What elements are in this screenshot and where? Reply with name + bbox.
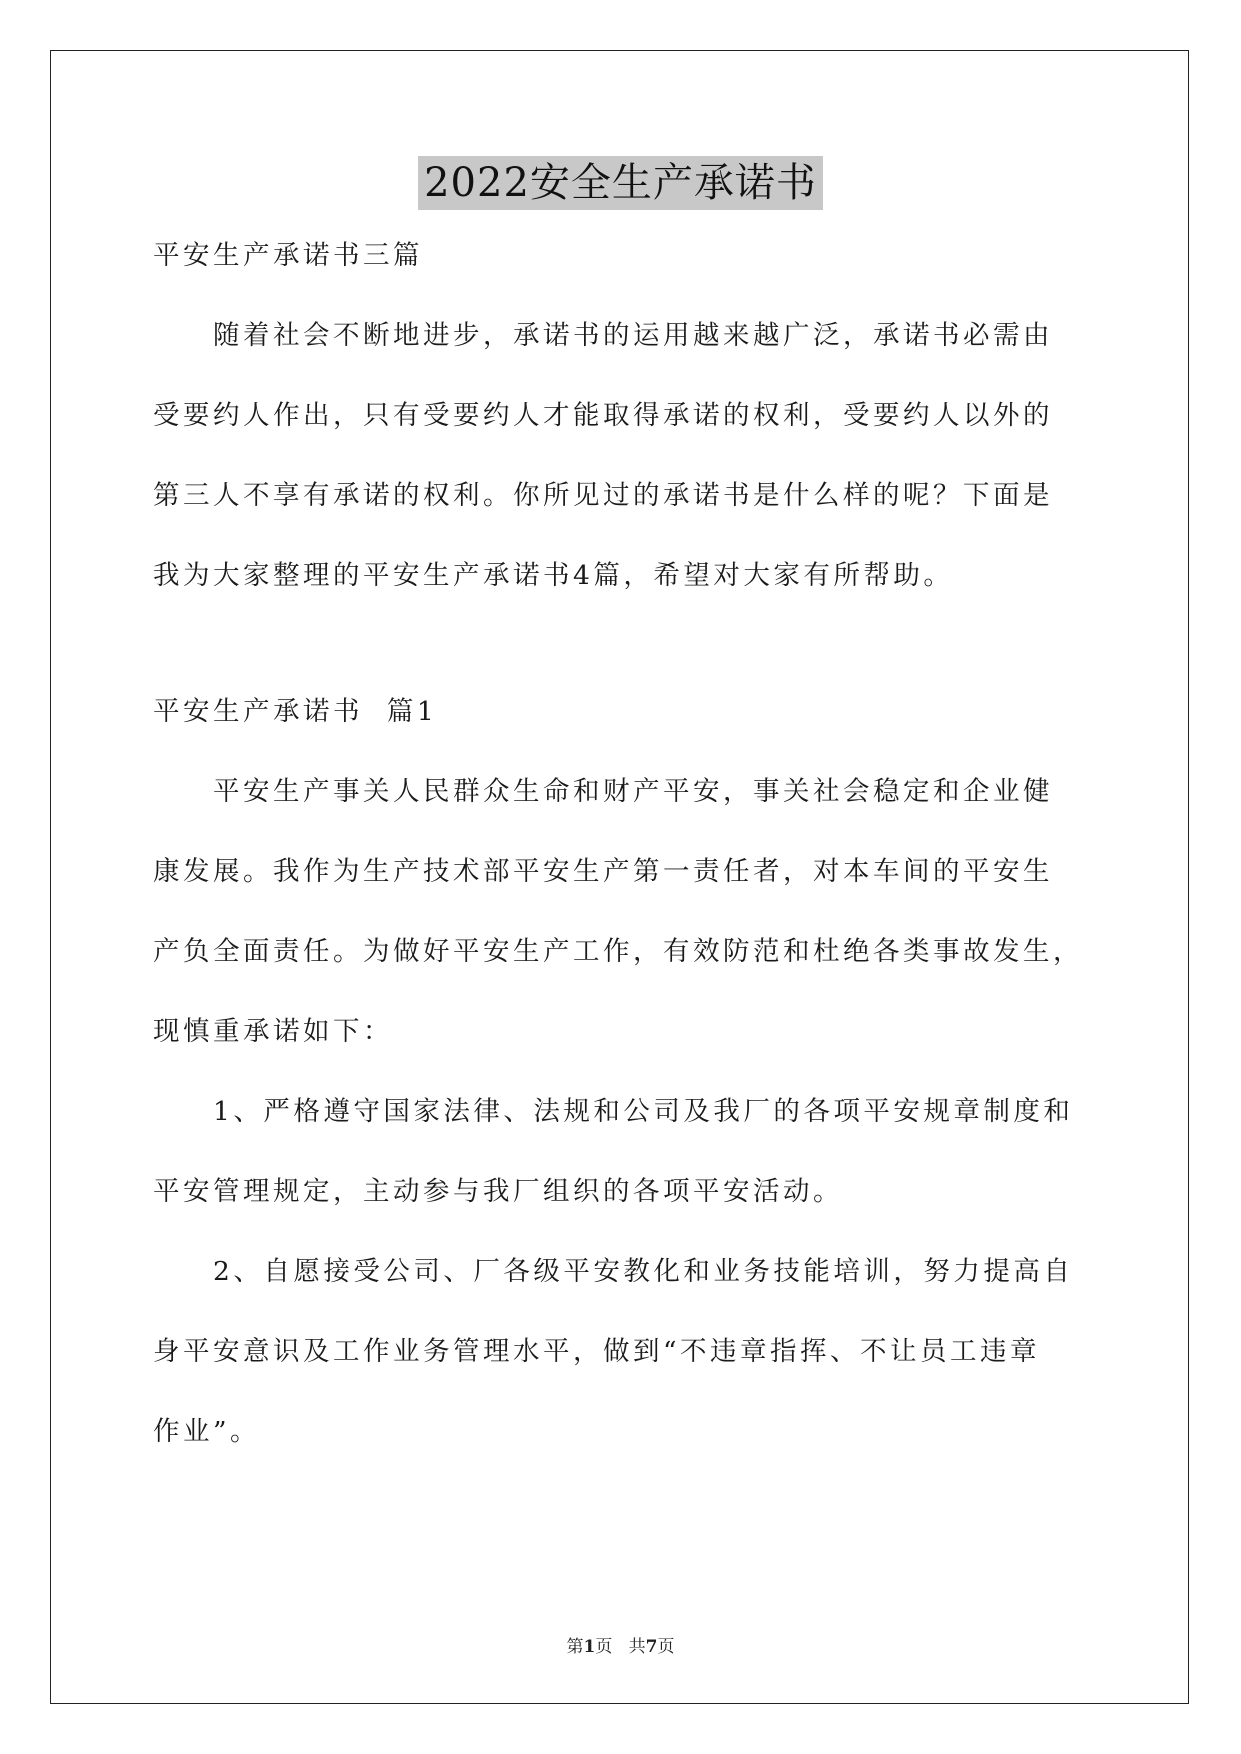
section-line: 康发展。我作为生产技术部平安生产第一责任者，对本车间的平安生 — [153, 856, 1053, 887]
document-title: 2022安全生产承诺书 — [418, 156, 823, 210]
item-1-line: 平安管理规定，主动参与我厂组织的各项平安活动。 — [153, 1176, 843, 1207]
page-mid: 页 共 — [595, 1637, 646, 1657]
intro-line: 受要约人作出，只有受要约人才能取得承诺的权利，受要约人以外的 — [153, 400, 1053, 431]
intro-line: 随着社会不断地进步，承诺书的运用越来越广泛，承诺书必需由 — [213, 320, 1053, 351]
section-line: 产负全面责任。为做好平安生产工作，有效防范和杜绝各类事故发生， — [153, 936, 1083, 967]
section-heading: 平安生产承诺书 篇1 — [153, 696, 438, 727]
section-line: 平安生产事关人民群众生命和财产平安，事关社会稳定和企业健 — [213, 776, 1053, 807]
page-prefix: 第 — [566, 1637, 584, 1657]
item-2-line: 作业”。 — [153, 1416, 261, 1447]
section-spacer — [153, 630, 1093, 686]
document-body — [153, 230, 1093, 1486]
page-footer — [0, 1632, 1241, 1657]
intro-line: 我为大家整理的平安生产承诺书4篇，希望对大家有所帮助。 — [153, 560, 954, 591]
section-line: 现慎重承诺如下： — [153, 1016, 393, 1047]
item-1-line: 1、严格遵守国家法律、法规和公司及我厂的各项平安规章制度和 — [213, 1096, 1074, 1127]
document-subtitle: 平安生产承诺书三篇 — [153, 240, 423, 271]
page-total: 7 — [645, 1637, 658, 1657]
intro-line: 第三人不享有承诺的权利。你所见过的承诺书是什么样的呢？下面是 — [153, 480, 1053, 511]
item-2-line: 2、自愿接受公司、厂各级平安教化和业务技能培训，努力提高自 — [213, 1256, 1074, 1287]
page-current: 1 — [583, 1637, 596, 1657]
page-suffix: 页 — [657, 1637, 675, 1657]
title-container — [0, 156, 1241, 210]
item-2-line: 身平安意识及工作业务管理水平，做到“不违章指挥、不让员工违章 — [153, 1336, 1041, 1367]
